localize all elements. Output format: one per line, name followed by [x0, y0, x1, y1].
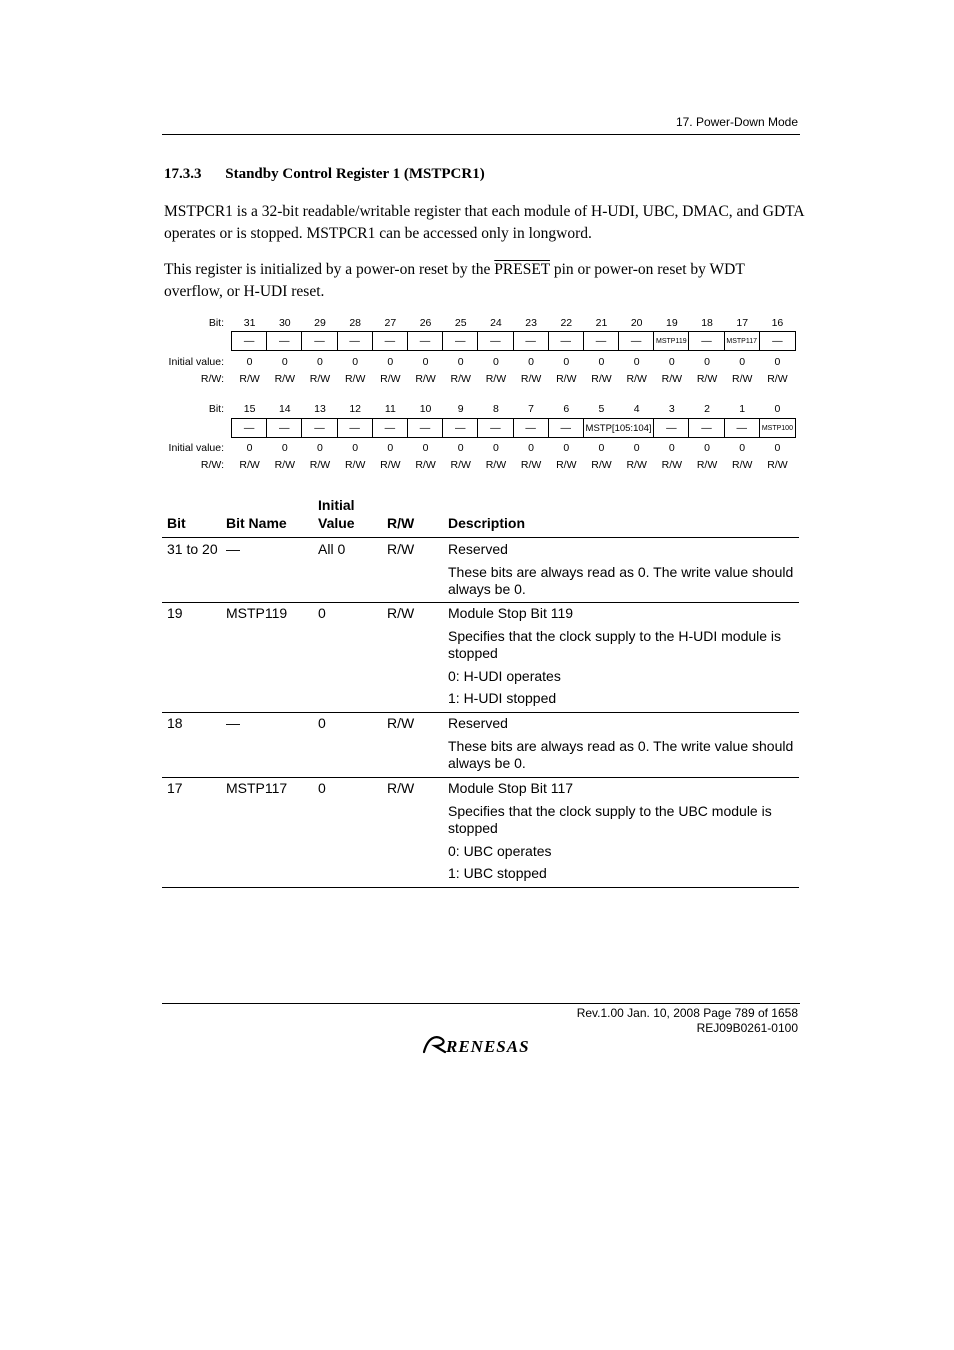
- header-description: Description: [448, 515, 526, 531]
- initial-label-lower: Initial value:: [168, 442, 224, 454]
- upper-field-3: —: [338, 332, 373, 350]
- upper-bit-13: 18: [701, 317, 713, 329]
- lower-initial-15: 0: [774, 442, 781, 454]
- lower-field-13: —: [725, 419, 760, 437]
- upper-bit-15: 16: [771, 317, 784, 329]
- lower-rw-9: R/W: [556, 459, 577, 471]
- upper-bit-12: 19: [666, 317, 678, 329]
- row2-initial: 0: [318, 715, 326, 731]
- lower-field-12: —: [689, 419, 724, 437]
- upper-rw-1: R/W: [274, 373, 295, 385]
- upper-initial-13: 0: [704, 356, 710, 368]
- bit-fields-lower: [231, 418, 796, 438]
- lower-bit-8: 7: [528, 403, 535, 415]
- upper-bit-1: 30: [278, 317, 291, 329]
- row1-initial: 0: [318, 605, 326, 621]
- row1-description: [448, 605, 798, 713]
- row3-bit: 17: [167, 780, 183, 796]
- lower-initial-9: 0: [563, 442, 570, 454]
- header-bit-name: Bit Name: [226, 515, 287, 531]
- row0-name: —: [226, 541, 240, 557]
- row3-desc-text: Specifies that the clock supply to the UBC module is stopped: [448, 802, 772, 836]
- lower-initial-11: 0: [633, 442, 640, 454]
- lower-initial-1: 0: [281, 442, 288, 454]
- row2-rule: [162, 777, 799, 778]
- initial-values-upper: [232, 356, 795, 368]
- lower-initial-2: 0: [317, 442, 323, 454]
- preset-pin: PRESET: [494, 261, 550, 278]
- upper-initial-7: 0: [492, 356, 499, 368]
- lower-rw-1: R/W: [274, 459, 295, 471]
- upper-field-15: —: [772, 335, 783, 347]
- rw-values-lower: [232, 459, 795, 471]
- row3-initial: 0: [318, 780, 326, 796]
- bit-numbers-upper: [232, 317, 795, 329]
- table-header-rule: [162, 537, 799, 538]
- logo-r-swoosh: [424, 1037, 445, 1052]
- lower-initial-14: 0: [739, 442, 746, 454]
- upper-initial-6: 0: [457, 356, 464, 368]
- row3-desc-value0: 0: UBC operates: [448, 842, 552, 859]
- bit-label-lower: Bit:: [208, 403, 224, 415]
- rw-values-upper: [232, 373, 795, 385]
- lower-field-10: MSTP[105:104]: [584, 419, 654, 437]
- lower-field-11: —: [654, 419, 689, 437]
- lower-rw-3: R/W: [344, 459, 366, 471]
- row0-desc-text: These bits are always read as 0. The write value should always be 0.: [448, 563, 794, 597]
- page-header: 17. Power-Down Mode: [675, 115, 798, 129]
- bit-fields-upper: [231, 331, 796, 351]
- lower-initial-6: 0: [457, 442, 464, 454]
- upper-rw-0: R/W: [239, 373, 260, 385]
- upper-bit-6: 25: [454, 317, 467, 329]
- lower-initial-7: 0: [492, 442, 499, 454]
- renesas-logo-graphic: [422, 1031, 542, 1057]
- lower-field-6: —: [443, 419, 478, 437]
- upper-initial-4: 0: [387, 356, 394, 368]
- lower-rw-4: R/W: [380, 459, 401, 471]
- lower-initial-3: 0: [352, 442, 359, 454]
- upper-rw-14: R/W: [732, 373, 753, 385]
- upper-field-4: —: [373, 332, 408, 350]
- row1-bit: 19: [167, 605, 183, 621]
- upper-field-14: MSTP117: [725, 332, 760, 350]
- lower-rw-10: R/W: [591, 459, 612, 471]
- paragraph-initialization: [164, 259, 804, 302]
- header-initial: Initial: [318, 497, 355, 513]
- header-bit: Bit: [167, 515, 186, 531]
- row0-initial: All 0: [318, 541, 346, 557]
- upper-initial-11: 0: [633, 356, 640, 368]
- upper-rw-7: R/W: [485, 373, 507, 385]
- logo-text: RENESAS: [446, 1037, 530, 1056]
- row3-description: [448, 780, 798, 888]
- lower-bit-0: 15: [243, 403, 256, 415]
- lower-field-9: —: [549, 419, 584, 437]
- upper-bit-7: 24: [490, 317, 502, 329]
- row1-desc-text: Specifies that the clock supply to the H-UDI module is stopped: [448, 627, 782, 661]
- upper-bit-4: 27: [384, 317, 397, 329]
- lower-rw-12: R/W: [661, 459, 683, 471]
- upper-rw-13: R/W: [696, 373, 718, 385]
- upper-initial-8: 0: [528, 356, 535, 368]
- row1-desc-title: Module Stop Bit 119: [448, 605, 574, 621]
- table-bottom-rule: [162, 887, 799, 888]
- lower-rw-15: R/W: [767, 459, 788, 471]
- lower-field-0: —: [232, 419, 267, 437]
- lower-rw-7: R/W: [485, 459, 507, 471]
- row2-desc-text: These bits are always read as 0. The write value should always be 0.: [448, 737, 794, 771]
- lower-rw-6: R/W: [450, 459, 471, 471]
- lower-field-14: MSTP100: [761, 424, 793, 432]
- upper-rw-10: R/W: [591, 373, 612, 385]
- lower-rw-5: R/W: [415, 459, 436, 471]
- lower-field-2: —: [302, 419, 337, 437]
- upper-bit-5: 26: [419, 317, 432, 329]
- upper-field-12: MSTP119: [654, 332, 689, 350]
- lower-rw-14: R/W: [732, 459, 753, 471]
- upper-field-5: —: [408, 332, 443, 350]
- upper-field-0: —: [232, 332, 267, 350]
- lower-bit-5: 10: [419, 403, 432, 415]
- upper-rw-15: R/W: [767, 373, 788, 385]
- lower-bit-14: 1: [739, 403, 746, 415]
- rw-label-lower: R/W:: [200, 459, 224, 471]
- lower-rw-8: R/W: [520, 459, 542, 471]
- lower-initial-10: 0: [598, 442, 605, 454]
- lower-initial-5: 0: [422, 442, 429, 454]
- lower-bit-4: 11: [384, 403, 396, 415]
- renesas-logo: [422, 1031, 542, 1057]
- row1-desc-value1: 1: H-UDI stopped: [448, 690, 557, 706]
- row2-rw: R/W: [387, 715, 415, 731]
- upper-initial-3: 0: [352, 356, 359, 368]
- header-rw: R/W: [387, 515, 415, 531]
- row3-desc-value1: 1: UBC stopped: [448, 865, 547, 881]
- upper-rw-3: R/W: [344, 373, 366, 385]
- lower-rw-2: R/W: [309, 459, 331, 471]
- upper-initial-0: 0: [246, 356, 253, 368]
- row2-name: —: [226, 715, 240, 731]
- lower-bit-15: 0: [774, 403, 781, 415]
- lower-field-7: —: [478, 419, 513, 437]
- lower-bit-10: 5: [598, 403, 605, 415]
- lower-field-5: —: [408, 419, 443, 437]
- lower-field-8: —: [514, 419, 549, 437]
- upper-bit-3: 28: [349, 317, 361, 329]
- upper-field-2: —: [302, 332, 337, 350]
- row1-desc-value0: 0: H-UDI operates: [448, 667, 561, 684]
- row0-rule: [162, 602, 799, 603]
- lower-bit-7: 8: [492, 403, 499, 415]
- p2-after: pin or power-on reset by WDT overflow, or H-UDI reset.: [164, 261, 745, 300]
- upper-bit-8: 23: [525, 317, 537, 329]
- upper-initial-14: 0: [739, 356, 746, 368]
- row3-name: MSTP117: [226, 780, 288, 796]
- upper-field-10: —: [584, 332, 619, 350]
- upper-field-1: —: [267, 332, 302, 350]
- header-rule: [162, 134, 800, 135]
- upper-rw-9: R/W: [556, 373, 577, 385]
- upper-initial-15: 0: [774, 356, 781, 368]
- section-title: [164, 166, 485, 183]
- upper-field-6: —: [443, 332, 478, 350]
- lower-initial-12: 0: [668, 442, 675, 454]
- footer-document-number: REJ09B0261-0100: [696, 1021, 798, 1035]
- footer-rule: [162, 1003, 800, 1004]
- upper-field-8: —: [514, 332, 549, 350]
- lower-bit-11: 4: [633, 403, 640, 415]
- upper-rw-2: R/W: [309, 373, 331, 385]
- row0-bit: 31 to 20: [167, 541, 218, 557]
- row0-desc-title: Reserved: [448, 541, 508, 557]
- lower-bit-6: 9: [457, 403, 464, 415]
- row2-desc-title: Reserved: [448, 715, 508, 731]
- p2-before: This register is initialized by a power-on reset by the: [164, 261, 495, 278]
- lower-rw-0: R/W: [239, 459, 260, 471]
- initial-label-upper: Initial value:: [168, 356, 224, 368]
- row0-rw: R/W: [387, 541, 415, 557]
- rw-label-upper: R/W:: [200, 373, 224, 385]
- row3-rw: R/W: [387, 780, 415, 796]
- lower-initial-8: 0: [528, 442, 535, 454]
- footer-revision: Rev.1.00 Jan. 10, 2008 Page 789 of 1658: [576, 1006, 798, 1020]
- row1-rule: [162, 712, 799, 713]
- lower-initial-4: 0: [387, 442, 394, 454]
- lower-bit-1: 14: [278, 403, 291, 415]
- upper-field-7: —: [478, 332, 513, 350]
- section-number: 17.3.3: [164, 166, 202, 182]
- bit-numbers-lower: [232, 403, 795, 415]
- upper-rw-8: R/W: [520, 373, 542, 385]
- lower-bit-12: 3: [668, 403, 675, 415]
- row0-description: [448, 541, 798, 604]
- upper-rw-11: R/W: [626, 373, 647, 385]
- initial-values-lower: [232, 442, 795, 454]
- upper-field-9: —: [549, 332, 584, 350]
- upper-bit-11: 20: [630, 317, 643, 329]
- lower-bit-13: 2: [704, 403, 710, 415]
- lower-field-1: —: [267, 419, 302, 437]
- upper-initial-12: 0: [668, 356, 675, 368]
- row3-desc-title: Module Stop Bit 117: [448, 780, 574, 796]
- upper-field-11: —: [619, 332, 654, 350]
- section-name: Standby Control Register 1 (MSTPCR1): [225, 166, 485, 182]
- lower-field-3: —: [338, 419, 373, 437]
- upper-bit-9: 22: [560, 317, 573, 329]
- row1-rw: R/W: [387, 605, 415, 621]
- row2-bit: 18: [167, 715, 183, 731]
- upper-bit-10: 21: [595, 317, 608, 329]
- upper-bit-14: 17: [736, 317, 749, 329]
- lower-bit-3: 12: [349, 403, 361, 415]
- upper-initial-10: 0: [598, 356, 605, 368]
- paragraph-description: MSTPCR1 is a 32-bit readable/writable register that each module of H-UDI, UBC, DMAC, and GDTA operates or is stopped. MSTPCR1 can be accessed only in longword.: [164, 203, 804, 242]
- lower-rw-13: R/W: [696, 459, 718, 471]
- lower-initial-0: 0: [246, 442, 253, 454]
- upper-initial-2: 0: [317, 356, 323, 368]
- lower-bit-9: 6: [563, 403, 570, 415]
- upper-rw-6: R/W: [450, 373, 471, 385]
- upper-bit-0: 31: [243, 317, 256, 329]
- lower-initial-13: 0: [704, 442, 710, 454]
- upper-initial-5: 0: [422, 356, 429, 368]
- row2-description: [448, 715, 798, 778]
- upper-field-13: —: [689, 332, 724, 350]
- upper-rw-4: R/W: [380, 373, 401, 385]
- upper-initial-9: 0: [563, 356, 570, 368]
- upper-initial-1: 0: [281, 356, 288, 368]
- lower-bit-2: 13: [314, 403, 326, 415]
- header-value: Value: [318, 515, 355, 531]
- upper-rw-5: R/W: [415, 373, 436, 385]
- bit-label-upper: Bit:: [208, 317, 224, 329]
- upper-rw-12: R/W: [661, 373, 683, 385]
- upper-bit-2: 29: [314, 317, 326, 329]
- lower-field-4: —: [373, 419, 408, 437]
- row1-name: MSTP119: [226, 605, 288, 621]
- lower-rw-11: R/W: [626, 459, 647, 471]
